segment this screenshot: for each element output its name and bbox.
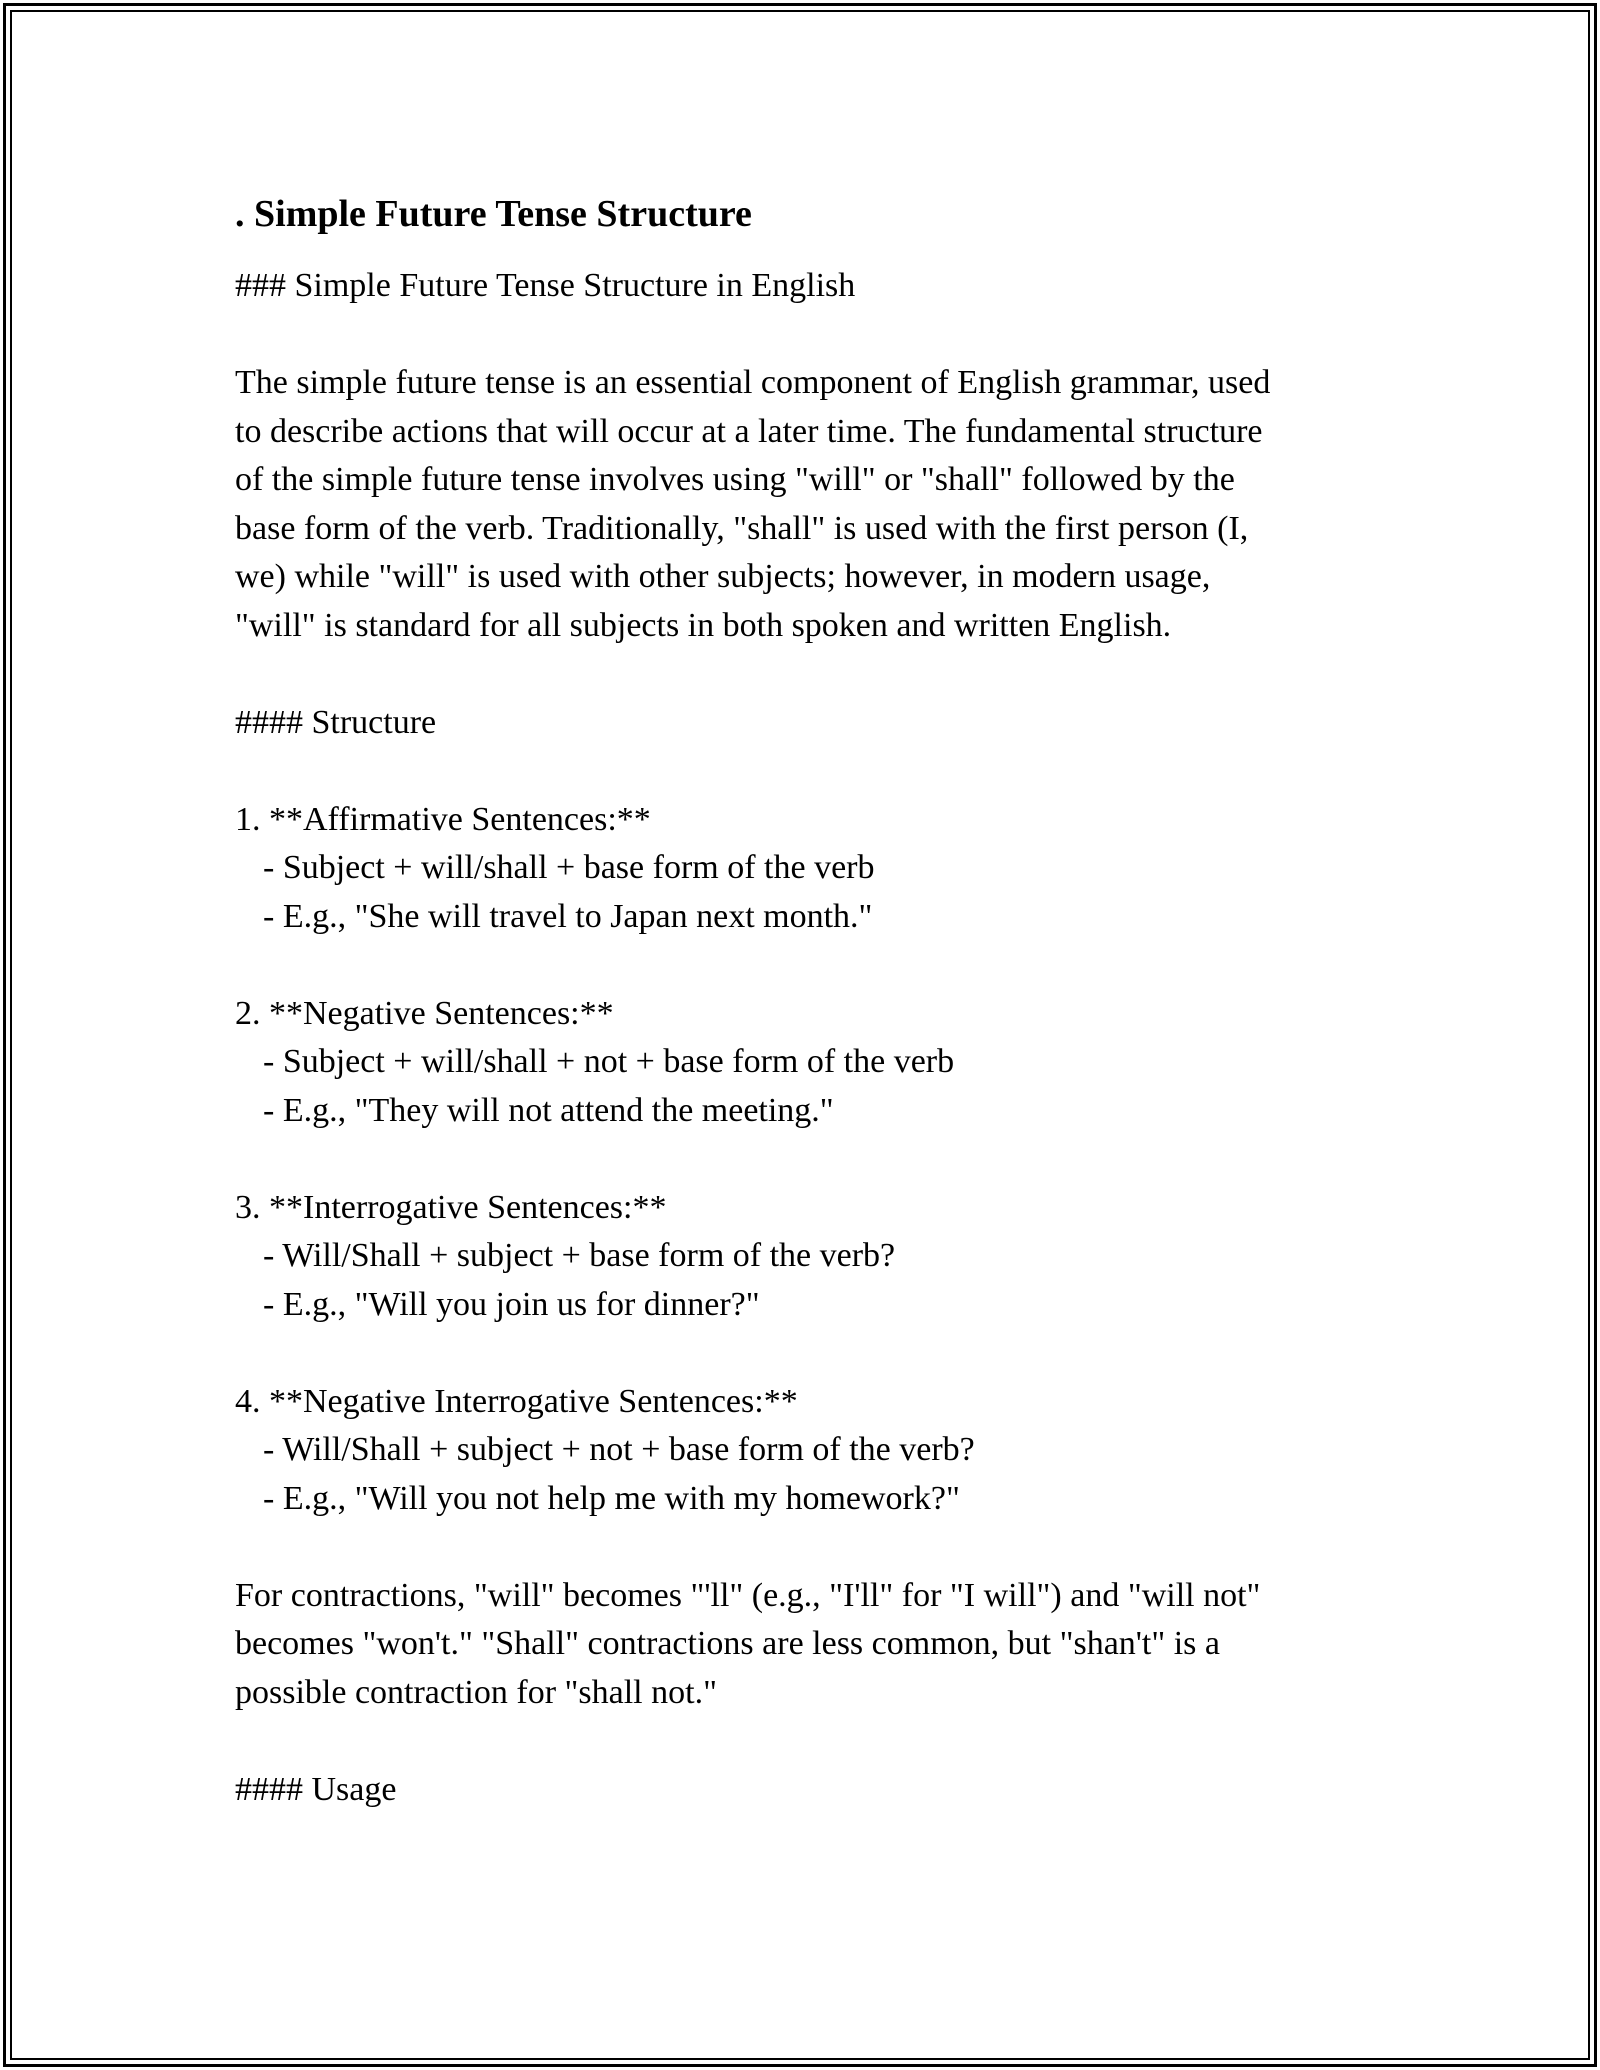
spacer xyxy=(235,1523,1385,1572)
structure-item xyxy=(235,796,1385,942)
structure-item-rule: - Will/Shall + subject + not + base form of the verb? xyxy=(263,1431,975,1468)
intro-line: to describe actions that will occur at a later time. The fundamental structure xyxy=(235,412,1263,450)
contractions-line: becomes "won't." "Shall" contractions are less common, but "shan't" is a xyxy=(235,1625,1221,1662)
structure-heading: #### Structure xyxy=(235,703,437,741)
usage-heading: #### Usage xyxy=(235,1770,397,1808)
structure-item-example: - E.g., "Will you not help me with my homework?" xyxy=(263,1479,960,1517)
structure-item-title: 1. **Affirmative Sentences:** xyxy=(235,800,651,838)
structure-item xyxy=(235,990,1385,1136)
spacer xyxy=(235,1135,1385,1184)
structure-item-title: 4. **Negative Interrogative Sentences:** xyxy=(235,1382,798,1420)
subheading: ### Simple Future Tense Structure in English xyxy=(235,267,856,304)
intro-line: "will" is standard for all subjects in both spoken and written English. xyxy=(235,606,1172,644)
spacer xyxy=(235,1717,1385,1766)
structure-item-example: - E.g., "They will not attend the meeting." xyxy=(263,1091,834,1129)
contractions-line: For contractions, "will" becomes "'ll" (e.g., "I'll" for "I will") and "will not" xyxy=(235,1576,1261,1614)
document-body xyxy=(235,188,1385,1814)
structure-item-example: - E.g., "Will you join us for dinner?" xyxy=(263,1285,760,1323)
spacer xyxy=(235,311,1385,360)
structure-item xyxy=(235,1184,1385,1330)
document-title: . Simple Future Tense Structure xyxy=(235,193,752,235)
structure-item-rule: - Will/Shall + subject + base form of the verb? xyxy=(263,1237,896,1274)
intro-line: base form of the verb. Traditionally, "shall" is used with the first person (I, xyxy=(235,509,1249,547)
contractions-paragraph xyxy=(235,1572,1385,1718)
structure-item-rule: - Subject + will/shall + not + base form of the verb xyxy=(263,1043,955,1080)
intro-line: of the simple future tense involves using "will" or "shall" followed by the xyxy=(235,461,1235,498)
intro-line: The simple future tense is an essential component of English grammar, used xyxy=(235,364,1271,401)
intro-paragraph xyxy=(235,359,1385,650)
spacer xyxy=(235,650,1385,699)
structure-item-rule: - Subject + will/shall + base form of the verb xyxy=(263,849,875,886)
contractions-line: possible contraction for "shall not." xyxy=(235,1673,717,1711)
spacer xyxy=(235,941,1385,990)
structure-item-example: - E.g., "She will travel to Japan next month." xyxy=(263,897,873,935)
spacer xyxy=(235,747,1385,796)
structure-item-title: 2. **Negative Sentences:** xyxy=(235,994,614,1032)
intro-line: we) while "will" is used with other subjects; however, in modern usage, xyxy=(235,558,1211,595)
structure-item xyxy=(235,1378,1385,1524)
spacer xyxy=(235,1329,1385,1378)
structure-item-title: 3. **Interrogative Sentences:** xyxy=(235,1188,667,1226)
